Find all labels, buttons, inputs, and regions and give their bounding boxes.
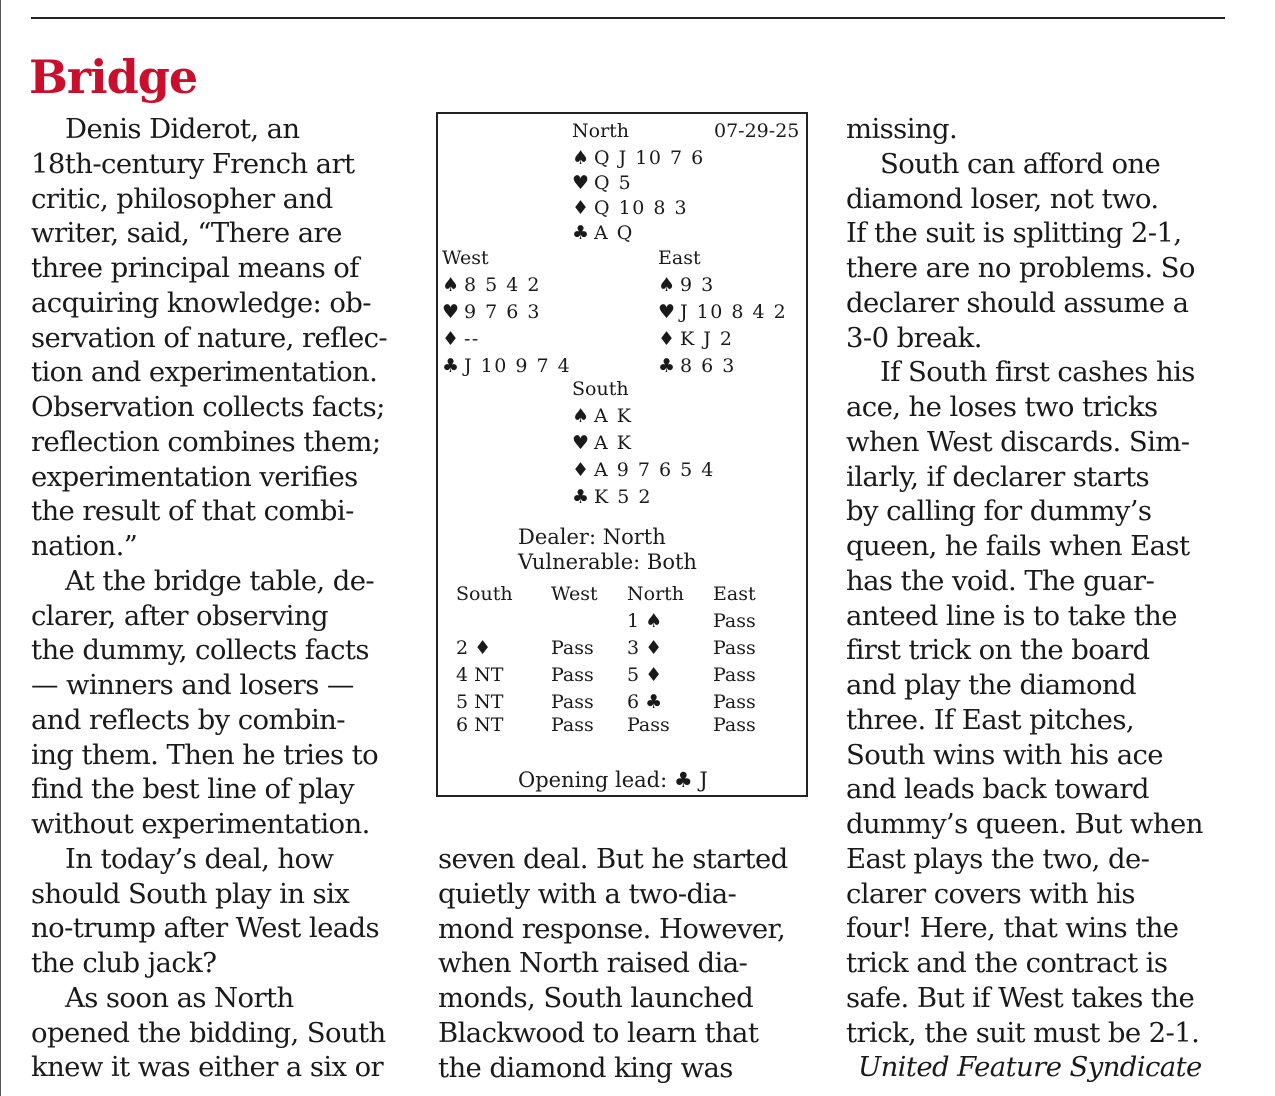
text-line: when West discards. Sim- [846, 425, 1190, 458]
west-hearts-cards: 9 7 6 3 [464, 301, 541, 323]
text-line: clarer covers with his [846, 877, 1135, 910]
east-diamonds [658, 328, 733, 350]
north-hearts [572, 172, 632, 194]
text-line: four! Here, that wins the [846, 912, 1179, 945]
text-line: East plays the two, de- [846, 842, 1150, 875]
club-icon: ♣ [572, 486, 590, 508]
text-line: As soon as North [65, 981, 294, 1014]
text-line: no-trump after West leads [31, 912, 380, 945]
text-line: — winners and losers — [31, 669, 354, 701]
text-line: At the bridge table, de- [65, 564, 375, 597]
text-line: servation of nature, reflec- [31, 321, 388, 354]
text-line: anteed line is to take the [846, 599, 1177, 632]
diamond-icon: ♦ [442, 328, 460, 350]
text-line: diamond loser, not two. [846, 182, 1159, 215]
auction-bid: 5 ♦ [627, 664, 663, 686]
article-column-2 [438, 842, 818, 1085]
heart-icon: ♥ [442, 301, 460, 323]
south-diamonds [572, 459, 715, 481]
north-diamonds [572, 197, 688, 219]
text-line: knew it was either a six or [31, 1051, 384, 1084]
vulnerable-info: Vulnerable: Both [518, 550, 697, 574]
auction-bid: 4 NT [456, 664, 504, 686]
south-hearts [572, 432, 632, 454]
west-diamonds [442, 328, 480, 350]
text-line: the club jack? [31, 947, 217, 979]
text-line: three principal means of [31, 252, 359, 284]
article-column-3 [846, 112, 1236, 1085]
byline-syndicate: United Feature Syndicate [858, 1051, 1202, 1084]
text-line: ing them. Then he tries to [31, 738, 379, 771]
heart-icon: ♥ [572, 432, 590, 454]
text-line: there are no problems. So [846, 252, 1195, 284]
text-line: has the void. The guar- [846, 564, 1155, 597]
west-spades [442, 274, 541, 296]
text-line: by calling for dummy’s [846, 495, 1152, 528]
text-line: nation.” [31, 530, 138, 562]
text-line: the dummy, collects facts [31, 634, 369, 667]
auction-bid: Pass [627, 714, 670, 736]
text-line: experimentation verifies [31, 460, 358, 493]
text-line: ace, he loses two tricks [846, 391, 1158, 423]
club-icon: ♣ [442, 355, 460, 377]
auction-bid: 5 NT [456, 691, 504, 713]
text-line: and play the diamond [846, 669, 1137, 701]
auction-bid: Pass [713, 637, 756, 659]
auction-bid: Pass [713, 664, 756, 686]
opening-lead: Opening lead: ♣ J [518, 768, 708, 792]
text-line: opened the bidding, South [31, 1016, 386, 1049]
text-line: when North raised dia- [438, 947, 748, 980]
auction-header: South [456, 583, 513, 605]
auction-bid: 6 ♣ [627, 691, 663, 713]
text-line: writer, said, “There are [31, 217, 342, 250]
spade-icon: ♠ [658, 274, 676, 296]
diamond-icon: ♦ [658, 328, 676, 350]
text-line: Denis Diderot, an [65, 113, 300, 145]
north-label: North [572, 120, 630, 142]
heart-icon: ♥ [572, 172, 590, 194]
text-line: clarer, after observing [31, 599, 328, 632]
text-line: trick, the suit must be 2-1. [846, 1016, 1200, 1049]
heart-icon: ♥ [658, 301, 676, 323]
diamond-icon: ♦ [572, 197, 590, 219]
auction-header: West [551, 583, 598, 605]
north-clubs [572, 222, 634, 244]
auction-bid: Pass [713, 610, 756, 632]
article-column-1 [31, 112, 421, 1085]
east-diamonds-cards: K J 2 [680, 328, 734, 350]
spade-icon: ♠ [572, 147, 590, 169]
south-spades-cards: A K [594, 405, 633, 427]
text-line: the result of that combi- [31, 495, 354, 528]
south-clubs-cards: K 5 2 [594, 486, 652, 508]
page-left-border [0, 0, 1, 1096]
auction-bid: Pass [551, 691, 594, 713]
text-line: 3-0 break. [846, 321, 982, 354]
text-line: In today’s deal, how [65, 842, 334, 875]
text-line: If the suit is splitting 2-1, [846, 217, 1182, 250]
east-hearts [658, 301, 787, 323]
north-spades-cards: Q J 10 7 6 [594, 147, 705, 169]
south-label: South [572, 378, 629, 400]
text-line: declarer should assume a [846, 286, 1189, 319]
text-line: three. If East pitches, [846, 703, 1134, 736]
spade-icon: ♠ [442, 274, 460, 296]
text-line: queen, he fails when East [846, 530, 1190, 562]
east-label: East [658, 247, 701, 269]
text-line: South can afford one [880, 147, 1161, 180]
text-line: seven deal. But he started [438, 843, 788, 875]
west-diamonds-cards: -- [464, 328, 480, 350]
text-line: the diamond king was [438, 1051, 733, 1084]
south-diamonds-cards: A 9 7 6 5 4 [594, 459, 715, 481]
text-line: mond response. However, [438, 912, 786, 945]
text-line: critic, philosopher and [31, 182, 333, 215]
text-line: and leads back toward [846, 773, 1149, 806]
auction-bid: 3 ♦ [627, 637, 663, 659]
text-line: South wins with his ace [846, 738, 1163, 771]
east-spades-cards: 9 3 [680, 274, 715, 296]
text-line: and reflects by combin- [31, 703, 345, 736]
auction-header: East [713, 583, 756, 605]
auction-bid: 2 ♦ [456, 637, 492, 659]
west-spades-cards: 8 5 4 2 [464, 274, 541, 296]
auction-bid: Pass [551, 637, 594, 659]
auction-header: North [627, 583, 685, 605]
west-label: West [442, 247, 489, 269]
text-line: quietly with a two-dia- [438, 877, 737, 910]
headline: Bridge [29, 50, 198, 104]
north-clubs-cards: A Q [594, 222, 634, 244]
auction-bid: Pass [551, 714, 594, 736]
text-line: 18th-century French art [31, 147, 355, 180]
club-icon: ♣ [658, 355, 676, 377]
text-line: missing. [846, 113, 958, 145]
text-line: If South first cashes his [880, 356, 1195, 389]
west-clubs-cards: J 10 9 7 4 [464, 355, 572, 377]
text-line: dummy’s queen. But when [846, 808, 1203, 840]
text-line: find the best line of play [31, 773, 355, 806]
east-clubs [658, 355, 736, 377]
dealer-info: Dealer: North [518, 525, 666, 549]
text-line: tion and experimentation. [31, 356, 378, 389]
text-line: acquiring knowledge: ob- [31, 286, 371, 319]
text-line: reflection combines them; [31, 425, 381, 458]
north-hearts-cards: Q 5 [594, 172, 633, 194]
spade-icon: ♠ [572, 405, 590, 427]
auction-bid: 1 ♠ [627, 610, 663, 632]
north-spades [572, 147, 705, 169]
south-hearts-cards: A K [594, 432, 633, 454]
east-spades [658, 274, 715, 296]
text-line: Blackwood to learn that [438, 1016, 759, 1049]
top-divider [31, 17, 1225, 19]
diamond-icon: ♦ [572, 459, 590, 481]
west-hearts [442, 301, 541, 323]
east-clubs-cards: 8 6 3 [680, 355, 736, 377]
west-clubs [442, 355, 571, 377]
bridge-deal-diagram [436, 112, 808, 797]
auction-bid: Pass [713, 691, 756, 713]
text-line: first trick on the board [846, 634, 1150, 667]
text-line: trick and the contract is [846, 947, 1168, 979]
auction-bid: Pass [551, 664, 594, 686]
text-line: ilarly, if declarer starts [846, 460, 1150, 493]
text-line: monds, South launched [438, 982, 754, 1014]
text-line: should South play in six [31, 877, 350, 910]
text-line: without experimentation. [31, 808, 370, 840]
south-spades [572, 405, 632, 427]
south-clubs [572, 486, 652, 508]
auction-bid: Pass [713, 714, 756, 736]
club-icon: ♣ [572, 222, 590, 244]
text-line: safe. But if West takes the [846, 981, 1195, 1014]
text-line: Observation collects facts; [31, 391, 385, 423]
north-diamonds-cards: Q 10 8 3 [594, 197, 689, 219]
east-hearts-cards: J 10 8 4 2 [680, 301, 788, 323]
auction-bid: 6 NT [456, 714, 504, 736]
diagram-date: 07-29-25 [714, 120, 800, 142]
